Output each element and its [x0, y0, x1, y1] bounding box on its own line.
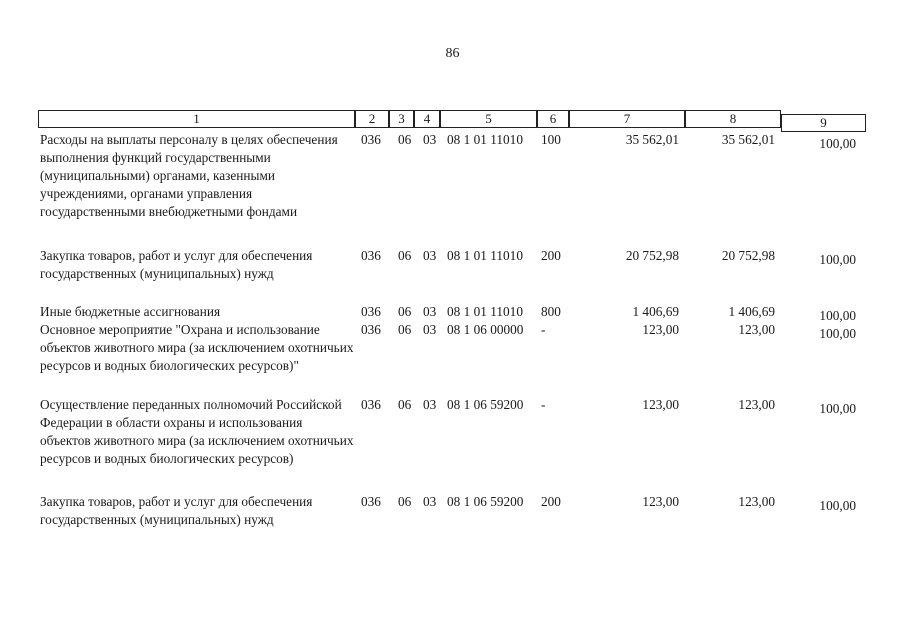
row-col-6: 100: [541, 132, 561, 147]
row-col-8: 123,00: [738, 322, 775, 337]
row-col-7: 123,00: [642, 494, 679, 509]
row-col-7: 20 752,98: [625, 248, 679, 263]
row-col-8: 35 562,01: [721, 132, 775, 147]
row-col-2: 036: [361, 248, 381, 263]
header-col-6: 6: [537, 110, 569, 128]
row-col-3: 06: [398, 132, 412, 147]
row-col-2: 036: [361, 304, 381, 319]
row-col-9: 100,00: [819, 326, 856, 341]
row-col-6: 800: [541, 304, 561, 319]
row-col-5: 08 1 01 11010: [447, 304, 523, 319]
header-col-8: 8: [685, 110, 781, 128]
row-col-9: 100,00: [819, 308, 856, 323]
row-col-3: 06: [398, 322, 412, 337]
row-description: Иные бюджетные ассигнования: [40, 304, 221, 319]
row-col-8: 1 406,69: [728, 304, 775, 319]
row-description: Закупка товаров, работ и услуг для обеспечения государственных (муниципальных) нужд: [40, 248, 313, 281]
row-col-5: 08 1 06 00000: [447, 322, 524, 337]
row-description: Основное мероприятие "Охрана и использование объектов животного мира (за исключением охотничьих ресурсов и водных биологических ресурсов)": [40, 322, 354, 373]
row-col-3: 06: [398, 304, 412, 319]
row-col-2: 036: [361, 397, 381, 412]
header-col-3: 3: [389, 110, 414, 128]
row-col-8: 20 752,98: [721, 248, 775, 263]
row-col-5: 08 1 01 11010: [447, 132, 523, 147]
row-col-6: 200: [541, 494, 561, 509]
row-col-7: 1 406,69: [632, 304, 679, 319]
row-description: Закупка товаров, работ и услуг для обеспечения государственных (муниципальных) нужд: [40, 494, 313, 527]
row-col-5: 08 1 06 59200: [447, 494, 524, 509]
header-col-9: 9: [781, 114, 866, 132]
row-col-7: 123,00: [642, 397, 679, 412]
row-description: Осуществление переданных полномочий Российской Федерации в области охраны и использования объектов животного мира (за исключением охотничьих ресурсов и водных биологических ресурсов): [40, 397, 354, 466]
row-col-5: 08 1 06 59200: [447, 397, 524, 412]
row-col-4: 03: [423, 304, 437, 319]
row-col-8: 123,00: [738, 397, 775, 412]
row-col-7: 35 562,01: [625, 132, 679, 147]
header-col-2: 2: [355, 110, 389, 128]
row-col-7: 123,00: [642, 322, 679, 337]
row-col-6: -: [541, 322, 546, 337]
header-col-4: 4: [414, 110, 440, 128]
row-col-3: 06: [398, 248, 412, 263]
row-col-2: 036: [361, 494, 381, 509]
row-description: Расходы на выплаты персоналу в целях обеспечения выполнения функций государственными (муниципальными) органами, казенными учреждениями, органами управления государственными внебюджетными фондами: [40, 132, 338, 219]
row-col-9: 100,00: [819, 498, 856, 513]
row-col-9: 100,00: [819, 401, 856, 416]
row-col-2: 036: [361, 132, 381, 147]
row-col-4: 03: [423, 494, 437, 509]
row-col-6: -: [541, 397, 546, 412]
row-col-4: 03: [423, 322, 437, 337]
header-col-1: 1: [38, 110, 355, 128]
row-col-2: 036: [361, 322, 381, 337]
row-col-4: 03: [423, 132, 437, 147]
header-col-7: 7: [569, 110, 685, 128]
page-number: 86: [445, 46, 460, 61]
row-col-6: 200: [541, 248, 561, 263]
header-col-5: 5: [440, 110, 537, 128]
row-col-3: 06: [398, 397, 412, 412]
row-col-4: 03: [423, 397, 437, 412]
row-col-3: 06: [398, 494, 412, 509]
row-col-9: 100,00: [819, 252, 856, 267]
row-col-4: 03: [423, 248, 437, 263]
row-col-9: 100,00: [819, 136, 856, 151]
row-col-5: 08 1 01 11010: [447, 248, 523, 263]
row-col-8: 123,00: [738, 494, 775, 509]
